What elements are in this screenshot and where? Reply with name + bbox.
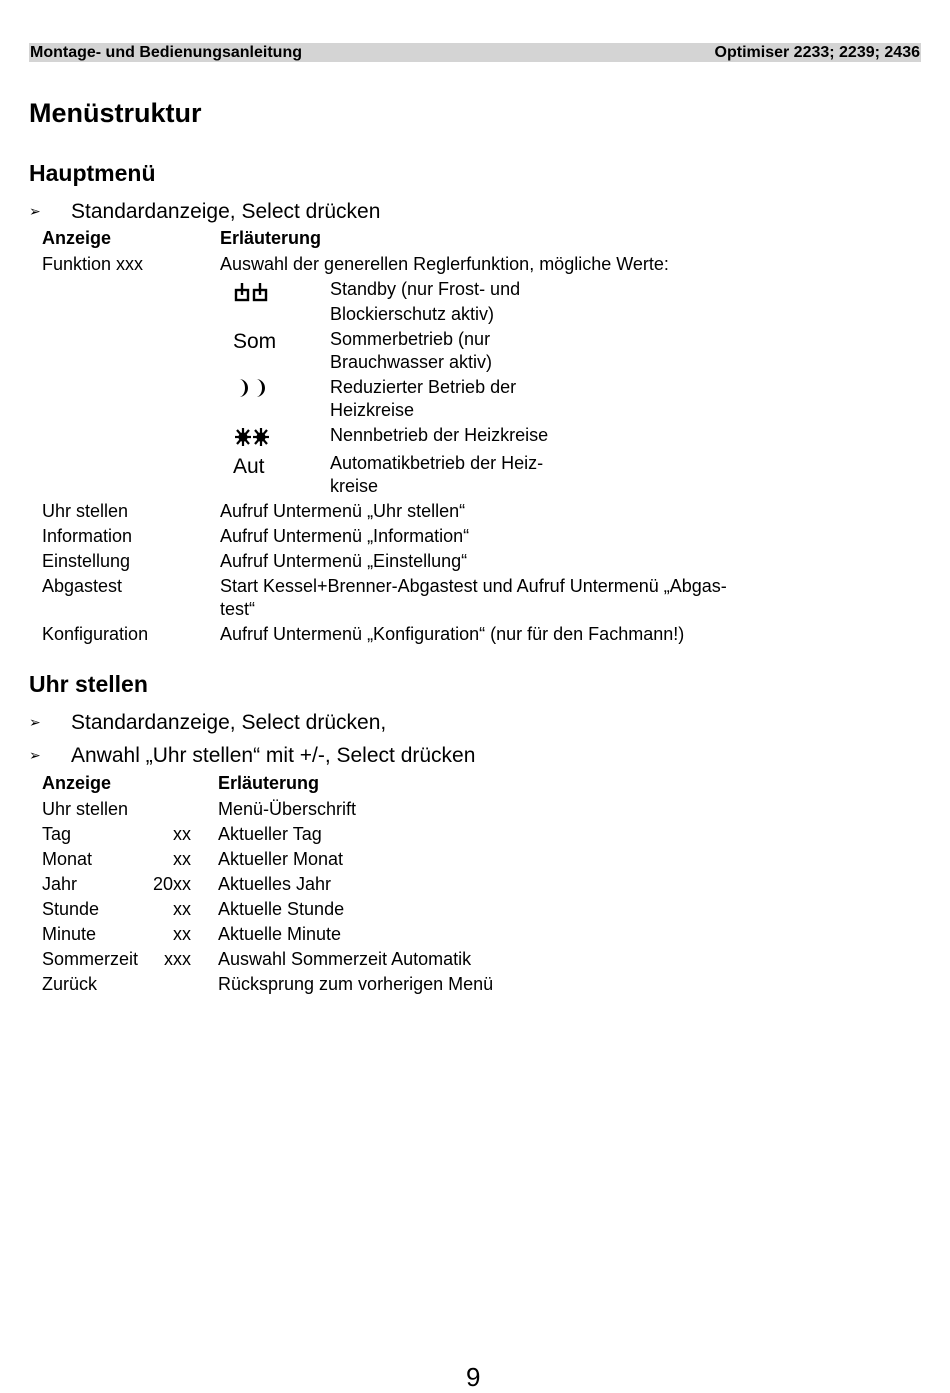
value-automatik-line-1: Automatikbetrieb der Heiz- [330,453,544,473]
row-explanation-einstellung: Aufruf Untermenü „Einstellung“ [220,551,468,571]
uhr-row-display: Minute [42,924,97,944]
value-sommer-line-1: Sommerbetrieb (nur [330,329,491,349]
column-header-explanation: Erläuterung [218,773,320,793]
value-automatik-line-2: kreise [330,476,379,496]
row-explanation-funktion: Auswahl der generellen Reglerfunktion, mögliche Werte: [220,254,669,274]
uhr-row-display: Jahr [42,874,78,894]
uhr-row-display: Uhr stellen [42,799,129,819]
row-display-einstellung: Einstellung [42,551,131,571]
value-standby-line-1: Standby (nur Frost- und [330,279,521,299]
uhr-row-explanation: Rücksprung zum vorherigen Menü [218,974,494,994]
row-explanation-konfiguration: Aufruf Untermenü „Konfiguration“ (nur für den Fachmann!) [220,624,685,644]
value-standby-line-2: Blockierschutz aktiv) [330,304,495,324]
value-nennbetrieb: Nennbetrieb der Heizkreise [330,425,549,445]
arrow-bullet-icon: ➢ [29,203,41,219]
moon-icon [236,377,272,399]
uhr-row-display: Monat [42,849,93,869]
uhr-row-explanation: Aktuelle Minute [218,924,342,944]
row-display-information: Information [42,526,133,546]
column-header-display: Anzeige [42,228,112,248]
standby-icon [234,281,270,303]
row-explanation-information: Aufruf Untermenü „Information“ [220,526,470,546]
row-display-abgastest: Abgastest [42,576,123,596]
bullet-item: ➢ Standardanzeige, Select drücken, [29,711,387,734]
row-display-funktion: Funktion xxx [42,254,144,274]
page-title: Menüstruktur [29,98,202,128]
arrow-bullet-icon: ➢ [29,714,41,730]
uhr-row-display: Sommerzeit [42,949,139,969]
bullet-item: ➢ Anwahl „Uhr stellen“ mit +/-, Select drücken [29,744,476,767]
column-header-explanation: Erläuterung [220,228,322,248]
uhr-row-explanation: Aktuelle Stunde [218,899,345,919]
sun-icon [234,426,270,448]
uhr-row-value: xxx [164,949,191,969]
value-symbol-som: Som [233,330,277,353]
uhr-row-explanation: Aktueller Tag [218,824,322,844]
row-display-uhr-stellen: Uhr stellen [42,501,129,521]
header-right: Optimiser 2233; 2239; 2436 [714,43,920,61]
uhr-row-explanation: Aktueller Monat [218,849,344,869]
uhr-row-value: xx [173,899,191,919]
row-display-konfiguration: Konfiguration [42,624,149,644]
value-symbol-aut: Aut [233,455,265,478]
section-heading-hauptmenu: Hauptmenü [29,160,156,186]
uhr-row-value: 20xx [152,874,191,894]
running-header [29,43,921,62]
uhr-row-display: Tag [42,824,72,844]
uhr-row-explanation: Menü-Überschrift [218,799,357,819]
row-explanation-abgastest-line-1: Start Kessel+Brenner-Abgastest und Aufruf Untermenü „Abgas- [220,576,727,596]
uhr-row-display: Zurück [42,974,98,994]
section-heading-uhr-stellen: Uhr stellen [29,671,148,697]
uhr-row-value: xx [173,824,191,844]
uhr-row-explanation: Aktuelles Jahr [218,874,332,894]
row-explanation-uhr-stellen: Aufruf Untermenü „Uhr stellen“ [220,501,466,521]
row-explanation-abgastest-line-2: test“ [220,599,256,619]
uhr-row-display: Stunde [42,899,100,919]
value-sommer-line-2: Brauchwasser aktiv) [330,352,493,372]
uhr-row-value: xx [173,924,191,944]
uhr-row-explanation: Auswahl Sommerzeit Automatik [218,949,472,969]
value-reduziert-line-2: Heizkreise [330,400,415,420]
header-left: Montage- und Bedienungsanleitung [30,43,302,61]
uhr-row-value: xx [173,849,191,869]
column-header-display: Anzeige [42,773,112,793]
value-reduziert-line-1: Reduzierter Betrieb der [330,377,517,397]
arrow-bullet-icon: ➢ [29,747,41,763]
bullet-item: ➢ Standardanzeige, Select drücken [29,200,381,223]
page-number: 9 [466,1362,481,1392]
